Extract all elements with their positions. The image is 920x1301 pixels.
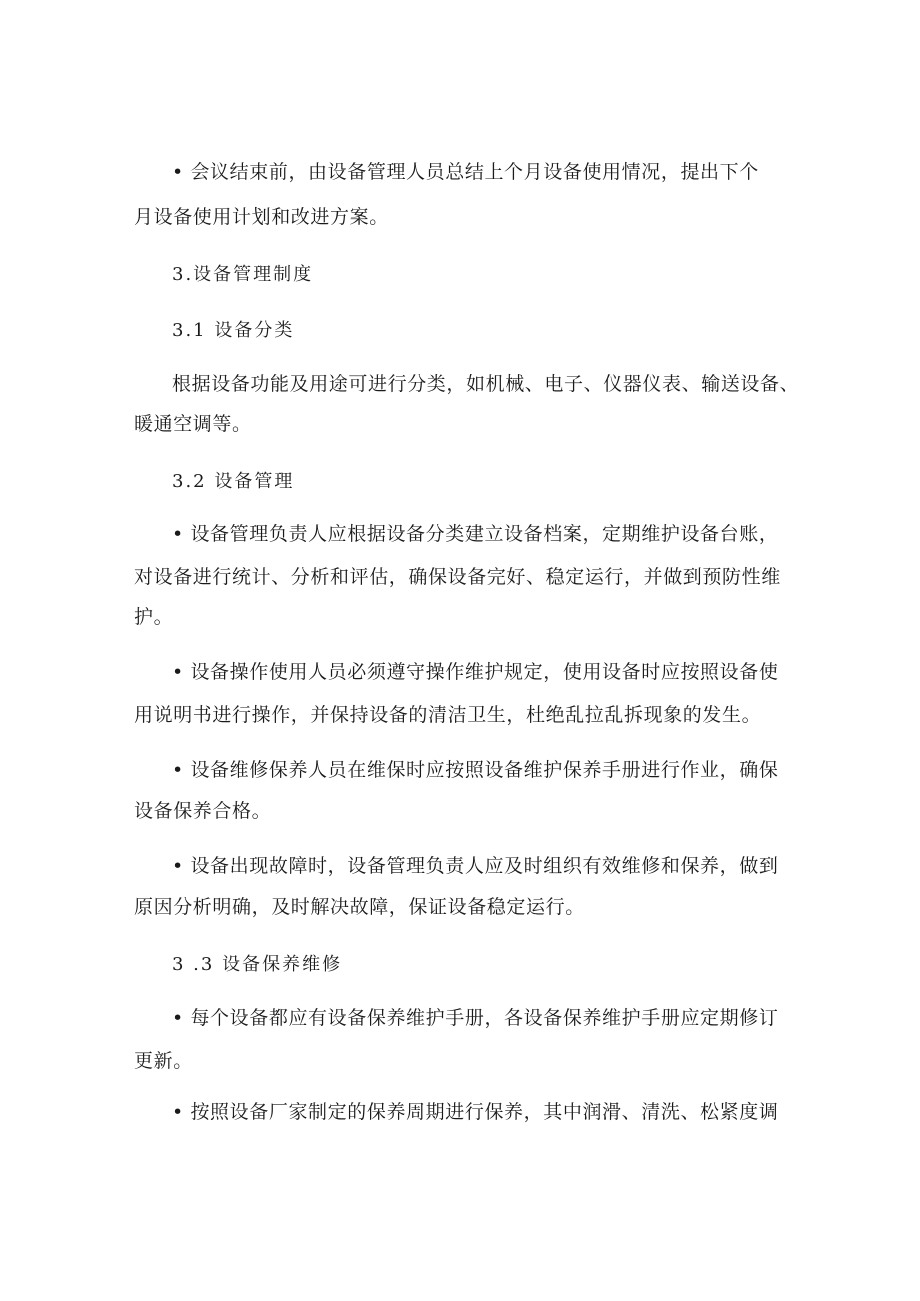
paragraph-line: 更新。 bbox=[134, 1050, 193, 1072]
paragraph-line: 根据设备功能及用途可进行分类，如机械、电子、仪器仪表、输送设备、 bbox=[172, 373, 800, 395]
paragraph-line: • 按照设备厂家制定的保养周期进行保养，其中润滑、清洗、松紧度调 bbox=[172, 1101, 779, 1123]
paragraph-line: 月设备使用计划和改进方案。 bbox=[134, 206, 389, 228]
paragraph-line: • 设备操作使用人员必须遵守操作维护规定，使用设备时应按照设备使 bbox=[172, 661, 779, 683]
paragraph-line: 对设备进行统计、分析和评估，确保设备完好、稳定运行，并做到预防性维 bbox=[134, 566, 781, 588]
paragraph-line: • 会议结束前，由设备管理人员总结上个月设备使用情况，提出下个 bbox=[172, 161, 759, 183]
paragraph-line: • 设备出现故障时，设备管理负责人应及时组织有效维修和保养，做到 bbox=[172, 855, 779, 877]
paragraph-line: • 设备管理负责人应根据设备分类建立设备档案，定期维护设备台账， bbox=[172, 523, 779, 545]
subsection-heading: 3 .3 设备保养维修 bbox=[172, 954, 343, 975]
subsection-heading: 3.1 设备分类 bbox=[172, 320, 295, 341]
subsection-heading: 3.2 设备管理 bbox=[172, 471, 295, 492]
section-heading: 3.设备管理制度 bbox=[172, 264, 314, 285]
paragraph-line: 设备保养合格。 bbox=[134, 800, 272, 822]
paragraph-line: 原因分析明确，及时解决故障，保证设备稳定运行。 bbox=[134, 896, 585, 918]
paragraph-line: • 每个设备都应有设备保养维护手册，各设备保养维护手册应定期修订 bbox=[172, 1007, 779, 1029]
paragraph-line: 暖通空调等。 bbox=[134, 413, 252, 435]
paragraph-line: 护。 bbox=[134, 606, 174, 628]
paragraph-line: 用说明书进行操作，并保持设备的清洁卫生，杜绝乱拉乱拆现象的发生。 bbox=[134, 704, 762, 726]
paragraph-line: • 设备维修保养人员在维保时应按照设备维护保养手册进行作业，确保 bbox=[172, 759, 779, 781]
